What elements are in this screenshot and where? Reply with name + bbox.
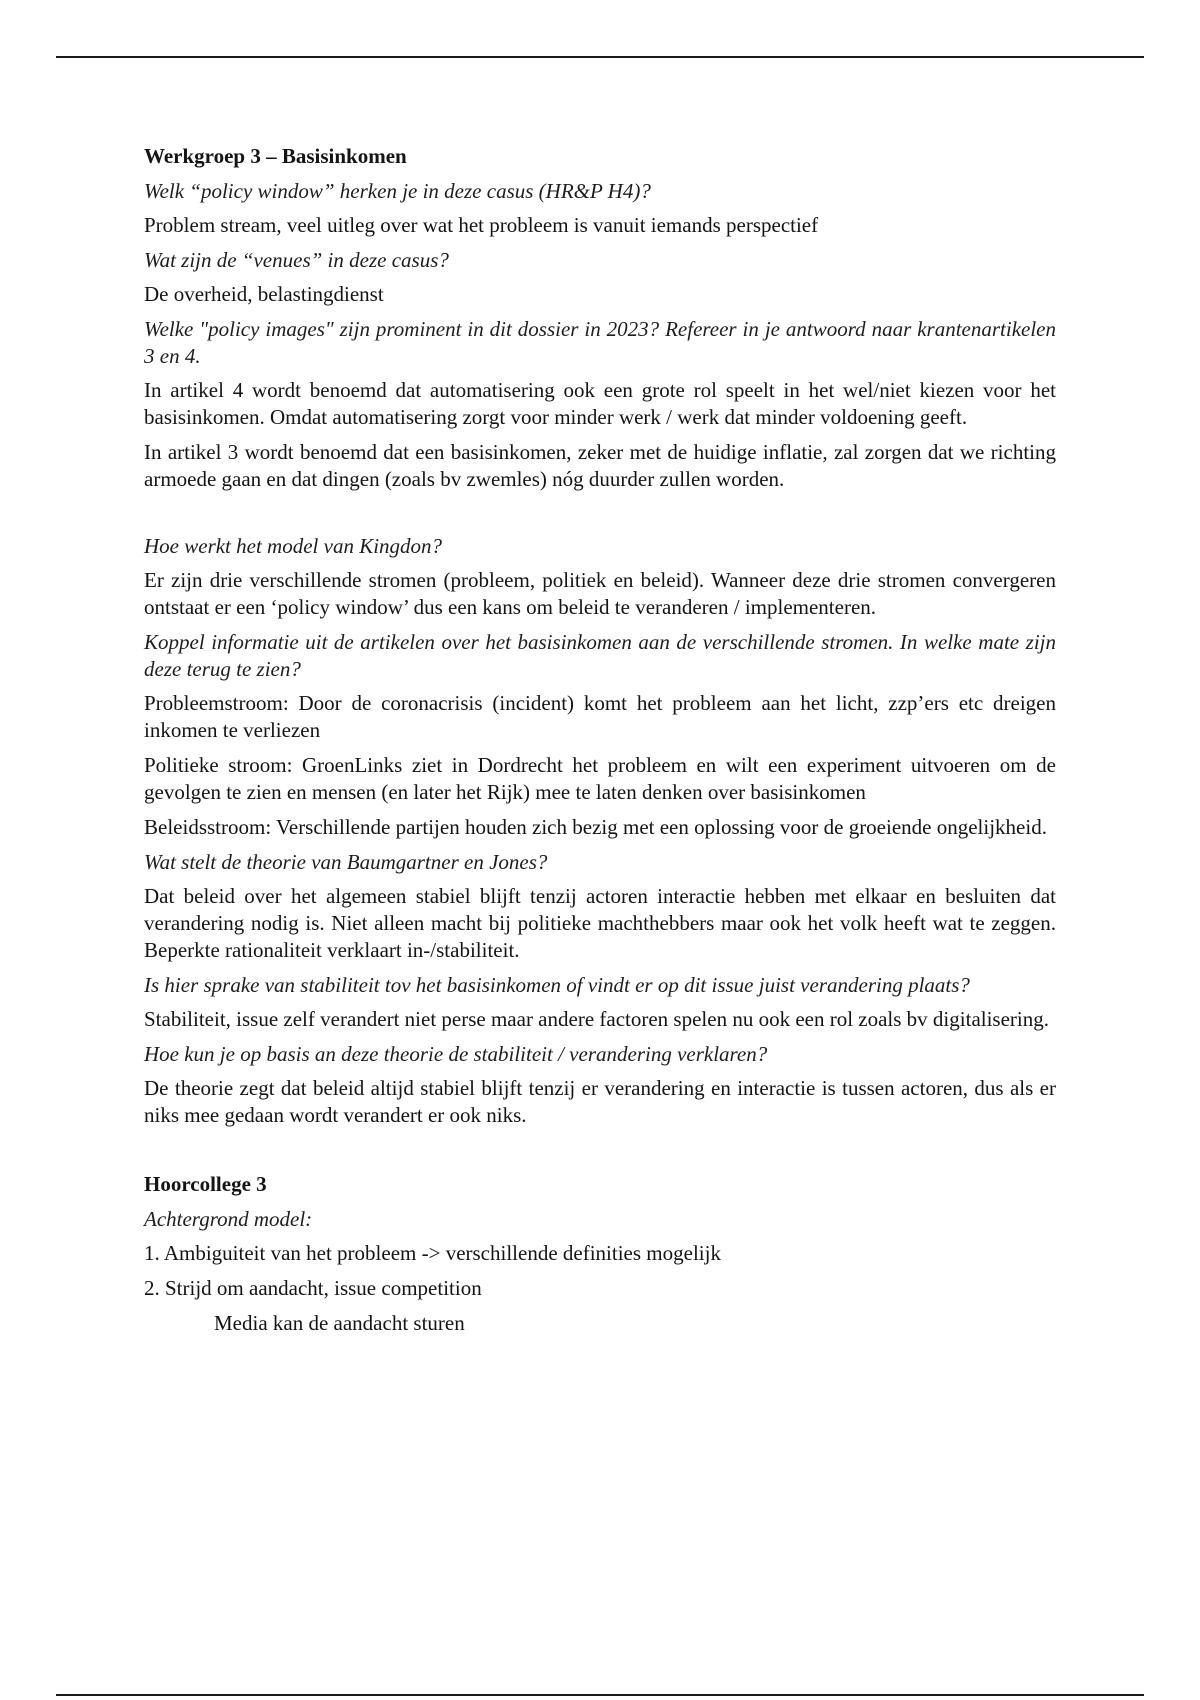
question: Koppel informatie uit de artikelen over het basisinkomen aan de verschillende stromen. In welke mate zijn deze terug te zien? [144,630,1056,681]
question: Wat zijn de “venues” in deze casus? [144,248,449,272]
top-rule [56,56,1144,58]
answer: Problem stream, veel uitleg over wat het probleem is vanuit iemands perspectief [144,213,819,237]
list-item: 1. Ambiguiteit van het probleem -> verschillende definities mogelijk [144,1241,721,1265]
question: Wat stelt de theorie van Baumgartner en Jones? [144,850,548,874]
indented-note: Media kan de aandacht sturen [214,1311,465,1335]
answer: Dat beleid over het algemeen stabiel blijft tenzij actoren interactie hebben met elkaar en besluiten dat verandering nodig is. Niet alleen macht bij politieke machthebbers maar ook het volk heeft wat te zeggen. Beperkte rationaliteit verklaart in-/stabiliteit. [144,884,1056,962]
question: Hoe werkt het model van Kingdon? [144,534,443,558]
question: Is hier sprake van stabiliteit tov het basisinkomen of vindt er op dit issue juist verandering plaats? [144,973,970,997]
answer: Stabiliteit, issue zelf verandert niet perse maar andere factoren spelen nu ook een rol zoals bv digitalisering. [144,1007,1049,1031]
answer: De overheid, belastingdienst [144,282,384,306]
subtitle: Achtergrond model: [144,1207,313,1231]
answer: In artikel 4 wordt benoemd dat automatisering ook een grote rol speelt in het wel/niet kiezen voor het basisinkomen. Omdat automatisering zorgt voor minder werk / werk dat minder voldoening geeft. [144,378,1056,429]
answer: In artikel 3 wordt benoemd dat een basisinkomen, zeker met de huidige inflatie, zal zorgen dat we richting armoede gaan en dat dingen (zoals bv zwemles) nóg duurder zullen worden. [144,440,1056,491]
answer: Er zijn drie verschillende stromen (probleem, politiek en beleid). Wanneer deze drie stromen convergeren ontstaat er een ‘policy window’ dus een kans om beleid te veranderen / implementeren. [144,568,1056,619]
question: Hoe kun je op basis an deze theorie de stabiliteit / verandering verklaren? [144,1042,768,1066]
answer: Politieke stroom: GroenLinks ziet in Dordrecht het probleem en wilt een experiment uitvoeren om de gevolgen te zien en mensen (en later het Rijk) mee te laten denken over basisinkomen [144,753,1056,804]
spacer [144,501,1056,533]
answer: De theorie zegt dat beleid altijd stabiel blijft tenzij er verandering en interactie is tussen actoren, dus als er niks mee gedaan wordt verandert er ook niks. [144,1076,1056,1127]
spacer [144,1137,1056,1171]
answer: Beleidsstroom: Verschillende partijen houden zich bezig met een oplossing voor de groeiende ongelijkheid. [144,815,1047,839]
answer: Probleemstroom: Door de coronacrisis (incident) komt het probleem aan het licht, zzp’ers etc dreigen inkomen te verliezen [144,691,1056,742]
list-item: 2. Strijd om aandacht, issue competition [144,1276,482,1300]
section-title-werkgroep: Werkgroep 3 – Basisinkomen [144,144,407,168]
question: Welke "policy images" zijn prominent in dit dossier in 2023? Refereer in je antwoord naar krantenartikelen 3 en 4. [144,317,1056,368]
bottom-rule [56,1694,1144,1696]
question: Welk “policy window” herken je in deze casus (HR&P H4)? [144,179,651,203]
section-title-hoorcollege: Hoorcollege 3 [144,1172,267,1196]
document-page [144,143,1056,1345]
